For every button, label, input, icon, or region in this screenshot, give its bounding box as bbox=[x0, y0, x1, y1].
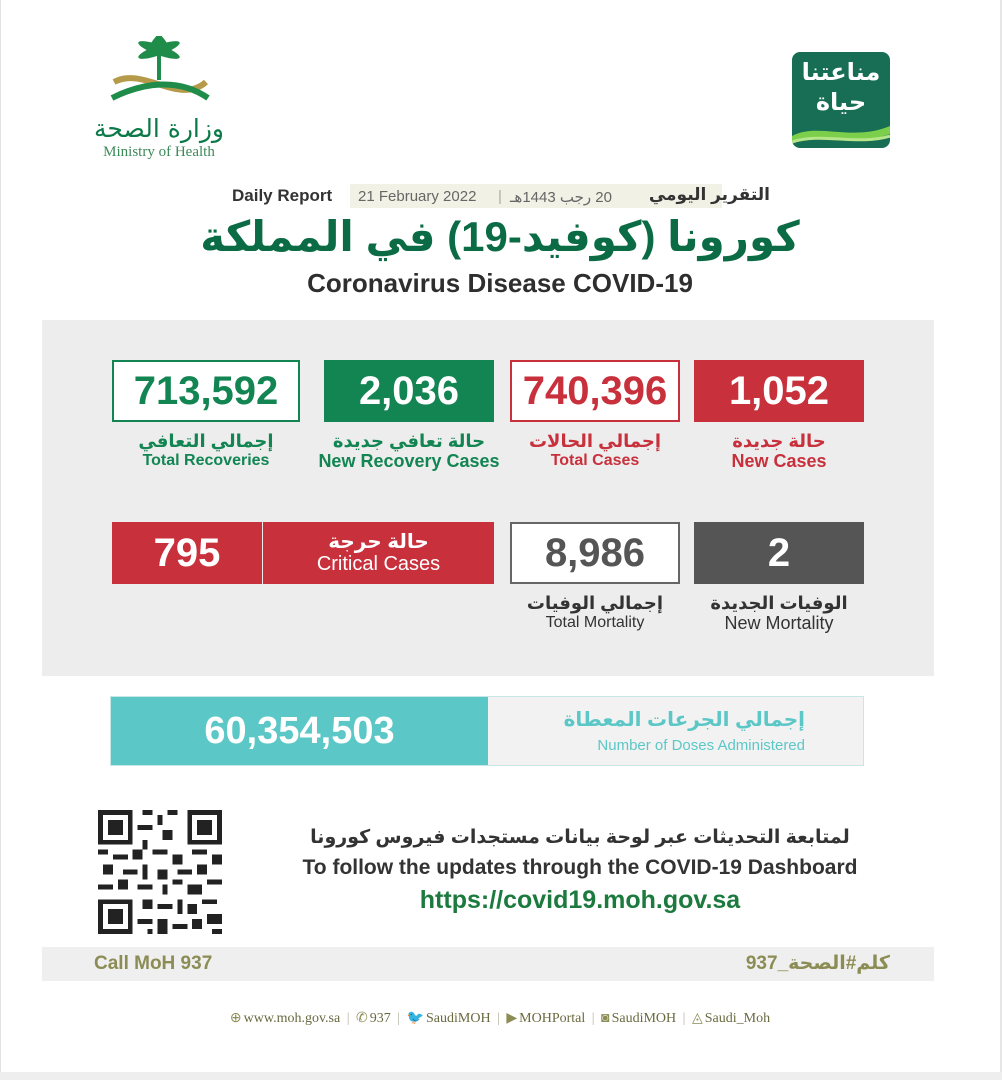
new-mortality-value: 2 bbox=[694, 522, 864, 584]
qr-code-icon[interactable] bbox=[98, 810, 222, 934]
total-cases-value: 740,396 bbox=[510, 360, 680, 422]
footer-twitter-link[interactable]: SaudiMOH bbox=[426, 1011, 491, 1026]
daily-report-label-en: Daily Report bbox=[232, 186, 333, 205]
phone-icon: ✆ bbox=[356, 1011, 368, 1026]
frame-left-edge bbox=[0, 0, 1, 1080]
doses-banner bbox=[110, 696, 864, 766]
stats-panel bbox=[42, 320, 934, 676]
ministry-name-ar: وزارة الصحة bbox=[94, 114, 224, 143]
twitter-icon: 🐦 bbox=[406, 1011, 425, 1026]
call-moh-ar: كلم#الصحة_937 bbox=[745, 953, 890, 974]
footer-phone-link[interactable]: 937 bbox=[369, 1011, 391, 1026]
vision-wave-icon bbox=[792, 118, 890, 148]
new-recoveries-value: 2,036 bbox=[324, 360, 494, 422]
total-cases-label: إجمالي الحالات Total Cases bbox=[528, 431, 662, 469]
call-moh-en: Call MoH 937 bbox=[94, 953, 213, 974]
report-date-gregorian: 21 February 2022 bbox=[358, 188, 477, 205]
footer-youtube-link[interactable]: MOHPortal bbox=[519, 1011, 586, 1026]
new-cases-label: حالة جديدة New Cases bbox=[731, 431, 827, 471]
vision-text-line2: حياة bbox=[815, 89, 867, 116]
new-recoveries-label: حالة تعافي جديدة New Recovery Cases bbox=[318, 431, 500, 471]
daily-report-row bbox=[230, 184, 770, 208]
instagram-icon: ◙ bbox=[601, 1011, 610, 1026]
date-separator: | bbox=[498, 188, 502, 205]
page-title-en: Coronavirus Disease COVID-19 bbox=[307, 268, 693, 298]
doses-label-en: Number of Doses Administered bbox=[597, 737, 805, 754]
footer-divider: | bbox=[497, 1011, 500, 1026]
follow-text-ar: لمتابعة التحديثات عبر لوحة بيانات مستجدات فيروس كورونا bbox=[310, 827, 850, 848]
footer-divider: | bbox=[682, 1011, 686, 1026]
critical-cases-label-en: Critical Cases bbox=[316, 553, 441, 575]
report-date-hijri: 20 رجب 1443هـ bbox=[510, 189, 612, 206]
daily-report-label-ar: التقرير اليومي bbox=[648, 185, 770, 204]
palm-swords-icon bbox=[84, 36, 234, 114]
globe-icon: ⊕ bbox=[229, 1011, 242, 1026]
footer-instagram-link[interactable]: SaudiMOH bbox=[611, 1011, 677, 1026]
footer-snapchat-link[interactable]: Saudi_Moh bbox=[704, 1011, 771, 1026]
total-mortality-value: 8,986 bbox=[510, 522, 680, 584]
vision-text-line1: مناعتنا bbox=[801, 59, 881, 86]
footer-divider: | bbox=[346, 1011, 350, 1026]
critical-cases-label-box bbox=[263, 522, 494, 584]
doses-value: 60,354,503 bbox=[111, 697, 488, 765]
youtube-icon: ▶ bbox=[506, 1011, 518, 1026]
footer-website-link[interactable]: www.moh.gov.sa bbox=[243, 1011, 341, 1026]
new-mortality-label: الوفيات الجديدة New Mortality bbox=[710, 593, 848, 633]
critical-cases-value: 795 bbox=[112, 522, 262, 584]
dashboard-link[interactable]: https://covid19.moh.gov.sa bbox=[419, 886, 741, 914]
follow-text-en: To follow the updates through the COVID-19 Dashboard bbox=[302, 856, 858, 879]
moh-logo bbox=[84, 36, 234, 166]
footer-divider: | bbox=[591, 1011, 595, 1026]
footer-divider: | bbox=[397, 1011, 401, 1026]
social-footer bbox=[140, 1010, 860, 1030]
call-bar bbox=[42, 947, 934, 981]
total-mortality-label: إجمالي الوفيات Total Mortality bbox=[526, 593, 664, 631]
ministry-name-en: Ministry of Health bbox=[103, 144, 215, 160]
doses-label-ar: إجمالي الجرعات المعطاة bbox=[563, 709, 805, 731]
snapchat-icon: ◬ bbox=[691, 1011, 703, 1026]
total-recoveries-label: إجمالي التعافي Total Recoveries bbox=[138, 431, 274, 469]
new-cases-value: 1,052 bbox=[694, 360, 864, 422]
frame-bottom-edge bbox=[0, 1072, 1002, 1080]
critical-cases-label-ar: حالة حرجة bbox=[328, 531, 429, 553]
page-title-ar: كورونا (كوفيد-19) في المملكة bbox=[200, 213, 800, 260]
total-recoveries-value: 713,592 bbox=[112, 360, 300, 422]
vision-logo bbox=[792, 52, 890, 148]
